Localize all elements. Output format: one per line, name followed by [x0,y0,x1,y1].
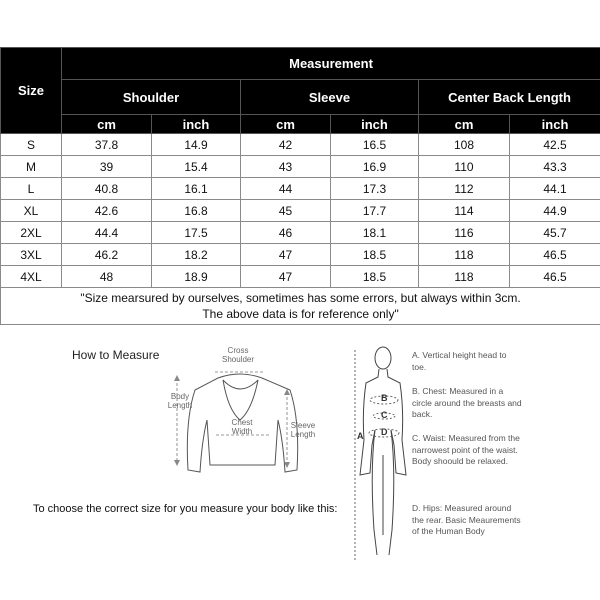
figure-letter-a: A [357,431,364,441]
value-cell: 17.3 [331,178,419,200]
value-cell: 39 [62,156,152,178]
value-cell: 16.8 [152,200,241,222]
measurement-header: Measurement [62,48,600,80]
value-cell: 16.1 [152,178,241,200]
unit-header: inch [152,115,241,134]
unit-header: inch [510,115,600,134]
value-cell: 108 [419,134,510,156]
value-cell: 42.6 [62,200,152,222]
body-figure [360,347,406,555]
size-cell: 4XL [1,266,62,288]
value-cell: 45.7 [510,222,600,244]
value-cell: 44 [241,178,331,200]
unit-header: cm [419,115,510,134]
value-cell: 43.3 [510,156,600,178]
value-cell: 40.8 [62,178,152,200]
unit-header: inch [331,115,419,134]
legend-item-a: A. Vertical height head to toe. [412,350,507,372]
value-cell: 118 [419,266,510,288]
value-cell: 18.2 [152,244,241,266]
measurement-illustration [0,335,600,600]
value-cell: 116 [419,222,510,244]
table-row [1,222,600,244]
value-cell: 45 [241,200,331,222]
table-row [1,178,600,200]
value-cell: 46 [241,222,331,244]
value-cell: 46.5 [510,244,600,266]
table-row [1,244,600,266]
size-cell: XL [1,200,62,222]
value-cell: 44.9 [510,200,600,222]
size-cell: 3XL [1,244,62,266]
size-chart-table [0,47,600,325]
unit-header: cm [62,115,152,134]
value-cell: 18.5 [331,244,419,266]
value-cell: 118 [419,244,510,266]
value-cell: 114 [419,200,510,222]
size-cell: L [1,178,62,200]
value-cell: 44.4 [62,222,152,244]
instruction-text: To choose the correct size for you measure your body like this: [33,503,338,515]
table-row [1,266,600,288]
cross-shoulder-label: Cross Shoulder [221,346,255,364]
table-row [1,200,600,222]
value-cell: 37.8 [62,134,152,156]
note-line-1: "Size mearsured by ourselves, sometimes has some errors, but always within 3cm. [80,291,521,305]
body-length-label: Body Length [167,392,193,410]
value-cell: 44.1 [510,178,600,200]
value-cell: 46.5 [510,266,600,288]
value-cell: 47 [241,244,331,266]
value-cell: 18.9 [152,266,241,288]
value-cell: 112 [419,178,510,200]
table-row [1,134,600,156]
value-cell: 42 [241,134,331,156]
sleeve-length-label: Sleeve Length [290,421,316,439]
value-cell: 110 [419,156,510,178]
size-cell: S [1,134,62,156]
value-cell: 17.5 [152,222,241,244]
sleeve-header: Sleeve [241,80,419,115]
figure-letter-d: D [381,427,388,437]
value-cell: 18.5 [331,266,419,288]
value-cell: 16.9 [331,156,419,178]
note-line-2: The above data is for reference only" [202,307,399,321]
chest-width-label: Chest Width [231,418,253,436]
unit-header: cm [241,115,331,134]
table-row [1,156,600,178]
value-cell: 14.9 [152,134,241,156]
value-cell: 15.4 [152,156,241,178]
legend-item-b: B. Chest: Measured in a circle around the breasts and back. [412,386,522,419]
figure-letter-c: C [381,410,388,420]
legend-item-c: C. Waist: Measured from the narrowest point of the waist. Body shoould be relaxed. [412,433,520,466]
size-header: Size [1,48,62,134]
figure-letter-b: B [381,393,388,403]
value-cell: 43 [241,156,331,178]
how-to-measure-title: How to Measure [72,348,160,362]
value-cell: 46.2 [62,244,152,266]
size-cell: 2XL [1,222,62,244]
value-cell: 42.5 [510,134,600,156]
shoulder-header: Shoulder [62,80,241,115]
value-cell: 47 [241,266,331,288]
legend-item-d: D. Hips: Measured around the rear. Basic Meaurements of the Human Body [412,503,521,536]
reference-note [1,288,600,325]
value-cell: 17.7 [331,200,419,222]
center-back-length-header: Center Back Length [419,80,600,115]
value-cell: 18.1 [331,222,419,244]
size-cell: M [1,156,62,178]
value-cell: 48 [62,266,152,288]
value-cell: 16.5 [331,134,419,156]
